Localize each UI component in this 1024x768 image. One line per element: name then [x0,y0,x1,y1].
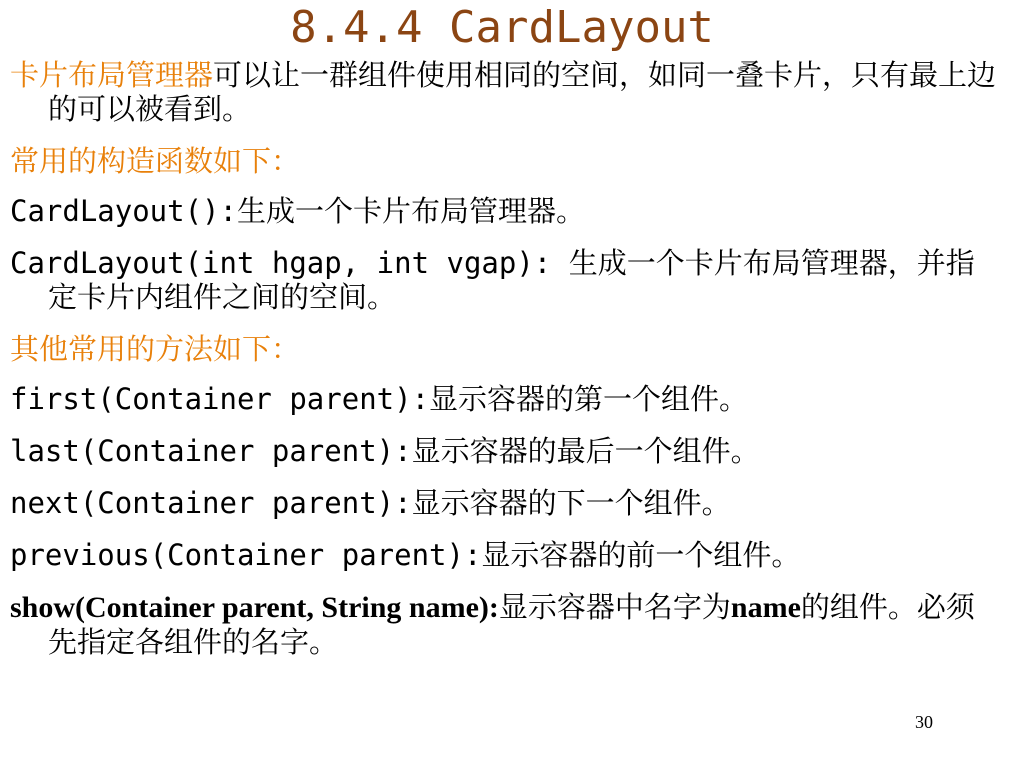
method-signature: first(Container parent): [10,382,430,416]
constructor-item-default [10,194,1000,228]
method-description: 显示容器的最后一个组件。 [411,434,760,468]
method-item-next [10,486,1000,520]
method-description: 显示容器的第一个组件。 [429,382,749,416]
slide-title: 8.4.4 CardLayout [290,2,714,53]
method-item-previous [10,538,1000,572]
constructors-heading: 常用的构造函数如下： [10,144,301,178]
slide-content [10,58,1000,677]
constructor-description: 生成一个卡片布局管理器。 [236,194,585,228]
constructor-signature: CardLayout(): [10,194,237,228]
method-item-last [10,434,1000,468]
methods-heading: 其他常用的方法如下： [10,332,301,366]
method-description: 显示容器中名字为 [498,590,731,624]
method-description: 显示容器的前一个组件。 [481,538,801,572]
method-item-show [10,590,1000,659]
constructor-signature: CardLayout(int hgap, int vgap): [10,246,569,280]
intro-paragraph [10,58,1000,126]
constructor-description: 生成一个卡片布局管理器，并指定卡片内组件之间的空间。 [48,246,975,314]
intro-description: 可以让一群组件使用相同的空间，如同一叠卡片，只有最上边的可以被看到。 [48,58,997,126]
method-description: 显示容器的下一个组件。 [411,486,731,520]
method-description-tail: 的组件。必须先指定各组件的名字。 [48,590,975,659]
method-signature: show(Container parent, String name): [10,591,499,624]
method-param-name: name [730,591,801,624]
constructor-item-gaps [10,246,1000,314]
intro-term: 卡片布局管理器 [10,58,214,92]
method-signature: last(Container parent): [10,434,412,468]
page-number: 30 [915,712,933,732]
method-item-first [10,382,1000,416]
method-signature: previous(Container parent): [10,538,482,572]
method-signature: next(Container parent): [10,486,412,520]
